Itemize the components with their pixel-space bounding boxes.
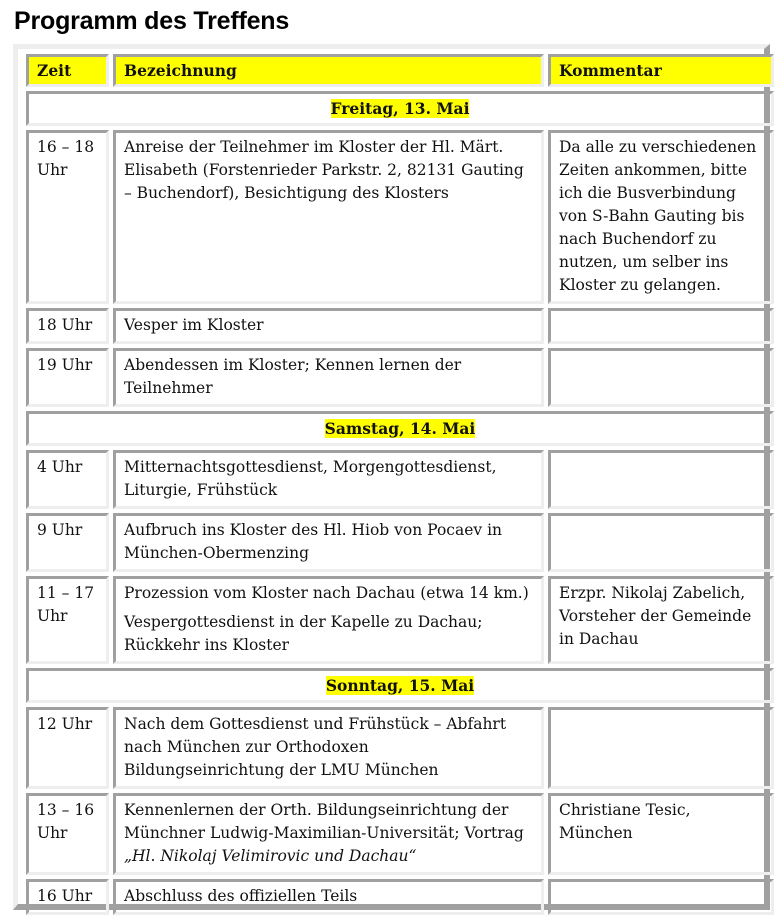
description-cell: [113, 576, 544, 664]
description-text: Mitternachtsgottesdienst, Morgengottesdienst, Liturgie, Frühstück: [124, 458, 497, 499]
description-cell: [113, 308, 544, 344]
time-cell: 18 Uhr: [26, 308, 109, 344]
time-cell: 13 – 16 Uhr: [26, 793, 109, 875]
day-label: Freitag, 13. Mai: [330, 99, 470, 118]
description-cell: [113, 130, 544, 304]
table-row: [26, 576, 774, 664]
description-cell: [113, 348, 544, 407]
time-cell: 16 Uhr: [26, 879, 109, 915]
program-table: [22, 50, 778, 919]
day-row: [26, 411, 774, 446]
description-text: Anreise der Teilnehmer im Kloster der Hl. Märt. Elisabeth (Forstenrieder Parkstr. 2, 82131 Gauting – Buchendorf), Besichtigung des Klosters: [124, 138, 524, 202]
description-cell: [113, 450, 544, 509]
description-text: Nach dem Gottesdienst und Frühstück – Abfahrt nach München zur Orthodoxen Bildungseinrichtung der LMU München: [124, 715, 507, 779]
table-row: [26, 879, 774, 915]
comment-cell: [548, 308, 774, 344]
comment-cell: Erzpr. Nikolaj Zabelich, Vorsteher der Gemeinde in Dachau: [548, 576, 774, 664]
day-row: [26, 668, 774, 703]
day-cell: [26, 411, 774, 446]
description-text: Vesper im Kloster: [124, 316, 264, 334]
program-table-body: [26, 91, 774, 915]
comment-cell: [548, 879, 774, 915]
comment-cell: Da alle zu verschiedenen Zeiten ankommen, bitte ich die Busverbindung von S-Bahn Gauting bis nach Buchendorf zu nutzen, um selber ins Kloster zu gelangen.: [548, 130, 774, 304]
time-cell: 4 Uhr: [26, 450, 109, 509]
table-row: [26, 130, 774, 304]
time-cell: 16 – 18 Uhr: [26, 130, 109, 304]
comment-cell: [548, 513, 774, 572]
description-text: Vespergottesdienst in der Kapelle zu Dachau; Rückkehr ins Kloster: [124, 613, 483, 654]
time-cell: 12 Uhr: [26, 707, 109, 789]
day-label: Sonntag, 15. Mai: [325, 676, 475, 695]
day-label: Samstag, 14. Mai: [324, 419, 476, 438]
description-cell: [113, 879, 544, 915]
page-title: Programm des Treffens: [14, 7, 290, 35]
program-table-frame: [13, 44, 770, 910]
description-text: Aufbruch ins Kloster des Hl. Hiob von Pocaev in München-Obermenzing: [124, 521, 503, 562]
time-cell: 19 Uhr: [26, 348, 109, 407]
header-comment: Kommentar: [548, 54, 774, 87]
time-cell: 9 Uhr: [26, 513, 109, 572]
description-text: Kennenlernen der Orth. Bildungseinrichtung der Münchner Ludwig-Maximilian-Universität; Vortrag: [124, 801, 524, 842]
description-text: Abschluss des offiziellen Teils: [124, 887, 358, 905]
description-cell: [113, 793, 544, 875]
comment-cell: [548, 348, 774, 407]
header-name: Bezeichnung: [113, 54, 544, 87]
description-text: Prozession vom Kloster nach Dachau (etwa 14 km.): [124, 584, 529, 602]
description-cell: [113, 513, 544, 572]
table-row: [26, 308, 774, 344]
day-cell: [26, 668, 774, 703]
description-text: Abendessen im Kloster; Kennen lernen der Teilnehmer: [124, 356, 462, 397]
comment-cell: [548, 450, 774, 509]
table-header-row: [26, 54, 774, 87]
day-cell: [26, 91, 774, 126]
comment-cell: Christiane Tesic, München: [548, 793, 774, 875]
table-row: [26, 450, 774, 509]
description-cell: [113, 707, 544, 789]
time-cell: 11 – 17 Uhr: [26, 576, 109, 664]
comment-cell: [548, 707, 774, 789]
table-row: [26, 513, 774, 572]
table-row: [26, 348, 774, 407]
lecture-title: „Hl. Nikolaj Velimirovic und Dachau“: [124, 847, 417, 865]
table-row: [26, 793, 774, 875]
header-time: Zeit: [26, 54, 109, 87]
table-row: [26, 707, 774, 789]
day-row: [26, 91, 774, 126]
